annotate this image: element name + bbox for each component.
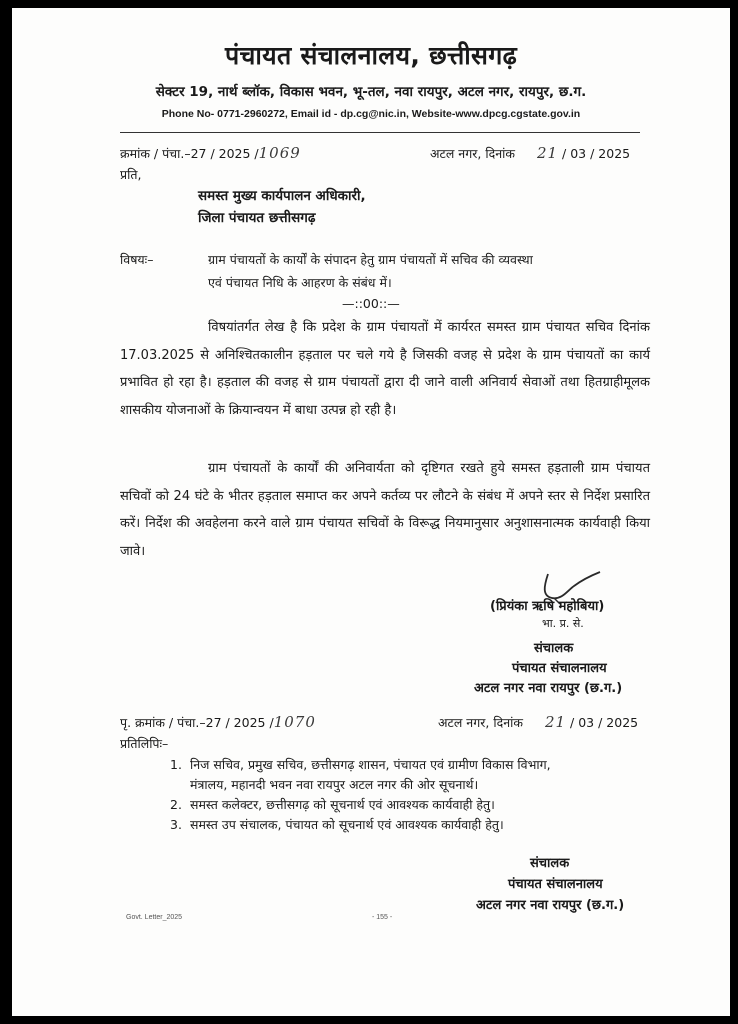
signatory-name: (प्रियंका ऋषि महोबिया)	[490, 599, 605, 614]
endorsement-date	[438, 713, 638, 731]
copy-item-number: 1.	[170, 757, 182, 772]
endorsement-handwritten-number: 1070	[273, 713, 316, 731]
subject-line-1: ग्राम पंचायतों के कार्यों के संपादन हेतु ग्राम पंचायतों में सचिव की व्यवस्था	[208, 252, 533, 267]
endorsement-date-rest: / 03 / 2025	[570, 715, 639, 730]
copy-label: प्रतिलिपिः–	[120, 736, 169, 751]
date-handwritten-day: 21	[536, 144, 559, 162]
reference-number	[120, 144, 301, 162]
body-paragraph-1: विषयांतर्गत लेख है कि प्रदेश के ग्राम पंचायतों में कार्यरत समस्त ग्राम पंचायत सचिव दिनांक 17.03.2025 से अनिश्चितकालीन हड़ताल पर चले गये है जिसकी वजह से प्रदेश के ग्राम पंचायतों का कार्य प्रभावित हो रहा है। हड़ताल की वजह से ग्राम पंचायतों द्वारा दी जाने वाली अनिवार्य सेवाओं तथा हितग्राहीमूलक शासकीय योजनाओं के क्रियान्वयन में बाधा उत्पन्न हो रही है।	[120, 320, 650, 418]
endorsement-date-prefix: अटल नगर, दिनांक	[438, 715, 523, 730]
endorsement-signatory-place: अटल नगर नवा रायपुर (छ.ग.)	[476, 898, 625, 913]
copy-list-item	[170, 795, 495, 815]
signatory-place: अटल नगर नवा रायपुर (छ.ग.)	[474, 681, 623, 696]
letter-date	[430, 144, 630, 162]
copy-item-line: समस्त उप संचालक, पंचायत को सूचनार्थ एवं आवश्यक कार्यवाही हेतु।	[190, 817, 504, 832]
reference-prefix: क्रमांक / पंचा.–27 / 2025 /	[120, 146, 259, 161]
date-prefix: अटल नगर, दिनांक	[430, 146, 515, 161]
subject-label: विषयः–	[120, 252, 154, 267]
copy-item-line: समस्त कलेक्टर, छत्तीसगढ़ को सूचनार्थ एवं आवश्यक कार्यवाही हेतु।	[190, 797, 495, 812]
letterhead-address: सेक्टर 19, नार्थ ब्लॉक, विकास भवन, भू-तल, नवा रायपुर, अटल नगर, रायपुर, छ.ग.	[155, 84, 587, 100]
footer-doc-label: Govt. Letter_2025	[126, 914, 183, 921]
endorsement-reference	[120, 713, 316, 731]
recipient-line-2: जिला पंचायत छत्तीसगढ़	[198, 210, 316, 226]
reference-handwritten-number: 1069	[258, 144, 301, 162]
subject-line-2: एवं पंचायत निधि के आहरण के संबंध में।	[208, 275, 392, 290]
endorsement-handwritten-day: 21	[544, 713, 567, 731]
letter-page	[12, 8, 730, 1016]
header-divider	[120, 132, 640, 133]
signatory-title: संचालक	[534, 641, 574, 656]
copy-item-number: 3.	[170, 817, 182, 832]
body-paragraph-2: ग्राम पंचायतों के कार्यों की अनिवार्यता को दृष्टिगत रखते हुये समस्त हड़ताली ग्राम पंचायत सचिवों को 24 घंटे के भीतर हड़ताल समाप्त कर अपने कर्तव्य पर लौटने के संबंध में अपने स्तर से निर्देश प्रसारित करें। निर्देश की अवहेलना करने वाले ग्राम पंचायत सचिवों के विरूद्ध नियमानुसार अनुशासनात्मक कार्यवाही किया जावे।	[120, 461, 650, 559]
endorsement-reference-prefix: पृ. क्रमांक / पंचा.–27 / 2025 /	[120, 715, 274, 730]
subject-separator: —::00::—	[342, 296, 400, 311]
date-rest: / 03 / 2025	[562, 146, 631, 161]
signatory-service: भा. प्र. से.	[542, 617, 584, 630]
to-label: प्रति,	[120, 167, 142, 182]
signatory-office: पंचायत संचालनालय	[512, 661, 607, 676]
letterhead-title: पंचायत संचालनालय, छत्तीसगढ़	[225, 41, 517, 70]
copy-item-line: मंत्रालय, महानदी भवन नवा रायपुर अटल नगर की ओर सूचनार्थ।	[190, 777, 479, 792]
footer-page-number: - 155 -	[372, 914, 393, 921]
copy-item-line: निज सचिव, प्रमुख सचिव, छत्तीसगढ़ शासन, पंचायत एवं ग्रामीण विकास विभाग,	[190, 757, 551, 772]
letterhead-contact: Phone No- 0771-2960272, Email id - dp.cg@nic.in, Website-www.dpcg.cgstate.gov.in	[161, 108, 581, 120]
copy-list-item	[170, 815, 504, 835]
endorsement-signatory-office: पंचायत संचालनालय	[508, 877, 603, 892]
recipient-line-1: समस्त मुख्य कार्यपालन अधिकारी,	[198, 188, 366, 204]
endorsement-signatory-title: संचालक	[530, 856, 570, 871]
copy-item-number: 2.	[170, 797, 182, 812]
copy-list-item	[170, 755, 551, 795]
